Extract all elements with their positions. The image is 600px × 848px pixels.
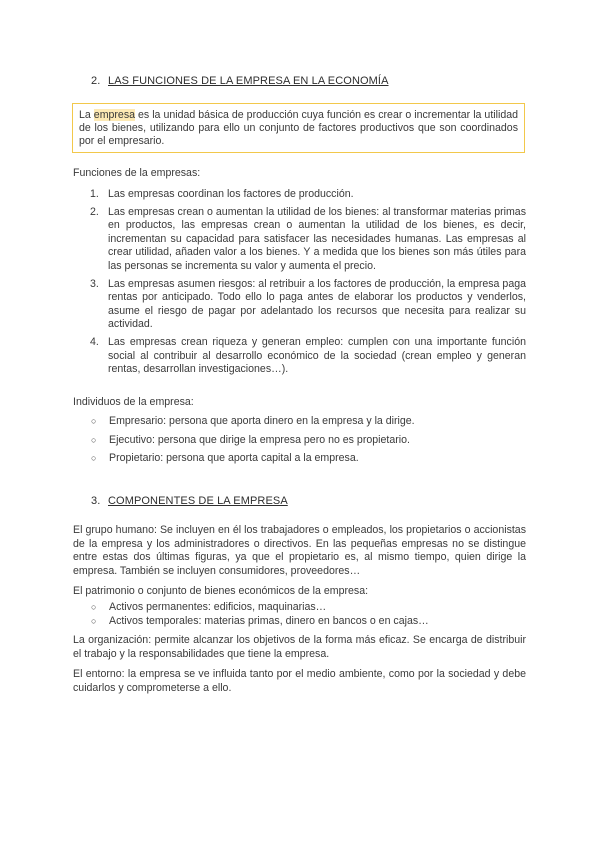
list-item: [90, 278, 526, 332]
list-item: [90, 188, 526, 202]
list-item: [91, 452, 526, 466]
list-text: Activos permanentes: edificios, maquinarias…: [109, 601, 327, 613]
list-item: [91, 615, 526, 629]
highlighted-term: empresa: [93, 109, 136, 121]
bullet-icon: ○: [91, 416, 97, 426]
section-3-heading: [91, 495, 288, 509]
list-number: 2.: [90, 205, 99, 218]
definition-text: es la unidad básica de producción cuya función es crear o incrementar la utilidad de los bienes, utilizando para ello un conjunto de factores productivos que son coordinados por el empresario.: [79, 109, 519, 147]
human-group-paragraph: El grupo humano: Se incluyen en él los trabajadores o empleados, los propietarios o accionistas de la empresa y los administradores o directivos. En las pequeñas empresas no se distingue entre estas dos últimas figuras, ya que el propietario es, al mismo tiempo, quien dirige la empresa. También se incluyen consumidores, proveedores…: [73, 524, 526, 577]
bullet-icon: ○: [91, 602, 97, 612]
assets-list: [91, 601, 526, 628]
list-text: Ejecutivo: persona que dirige la empresa pero no es propietario.: [109, 433, 410, 446]
list-text: Las empresas crean riqueza y generan empleo: cumplen con una importante función social al contribuir al desarrollo económico de la sociedad (crean empleo y generan rentas, desarrollan investigaciones…).: [108, 335, 526, 376]
list-number: 3.: [90, 277, 99, 290]
list-text: Las empresas coordinan los factores de producción.: [108, 188, 354, 200]
section-3-title: COMPONENTES DE LA EMPRESA: [108, 495, 288, 507]
list-item: [90, 206, 526, 274]
list-text: Las empresas asumen riesgos: al retribuir a los factores de producción, la empresa paga rentas por anticipado. Todo ello lo paga antes de elaborar los productos y venderlos, asume el riesgo de pagar por adelantado los recursos que necesita para realizar su actividad.: [108, 277, 526, 331]
bullet-icon: ○: [91, 615, 97, 626]
bullet-icon: ○: [91, 434, 97, 445]
list-number: 1.: [90, 188, 99, 200]
list-text: Propietario: persona que aporta capital a la empresa.: [109, 452, 359, 465]
list-number: 4.: [90, 335, 99, 348]
list-text: Las empresas crean o aumentan la utilidad de los bienes: al transformar materias primas en productos, las empresas crean o aumentan la utilidad de los bienes, es decir, incrementan su capacidad para satisfacer las necesidades humanas. Las empresas al crear utilidad, añaden valor a los bienes. Y a medida que los bienes son más útiles para las personas se incrementa su valor y aumenta el precio.: [108, 205, 526, 272]
list-text: Empresario: persona que aporta dinero en la empresa y la dirige.: [109, 415, 415, 427]
list-item: [91, 601, 526, 615]
section-2-heading: [91, 75, 389, 89]
patrimony-paragraph: El patrimonio o conjunto de bienes económicos de la empresa:: [73, 585, 369, 597]
list-text: Activos temporales: materias primas, dinero en bancos o en cajas…: [109, 614, 429, 627]
section-2-title: LAS FUNCIONES DE LA EMPRESA EN LA ECONOMÍA: [108, 75, 389, 87]
bullet-icon: ○: [91, 453, 97, 464]
list-item: [91, 415, 526, 429]
organization-paragraph: La organización: permite alcanzar los objetivos de la forma más eficaz. Se encarga de distribuir el trabajo y la responsabilidades que tiene la empresa.: [73, 634, 526, 660]
functions-intro: Funciones de la empresas:: [73, 167, 201, 179]
list-item: [90, 336, 526, 377]
functions-list: [90, 188, 526, 381]
definition-box: [72, 103, 525, 153]
section-2-number: 2.: [91, 75, 101, 87]
section-3-number: 3.: [91, 495, 101, 507]
definition-prefix: La: [79, 109, 94, 121]
environment-paragraph: El entorno: la empresa se ve influida tanto por el medio ambiente, como por la sociedad y debe cuidarlos y comprometerse a ello.: [73, 668, 526, 694]
individuals-list: [91, 415, 526, 466]
list-item: [91, 434, 526, 448]
individuals-intro: Individuos de la empresa:: [73, 396, 194, 408]
